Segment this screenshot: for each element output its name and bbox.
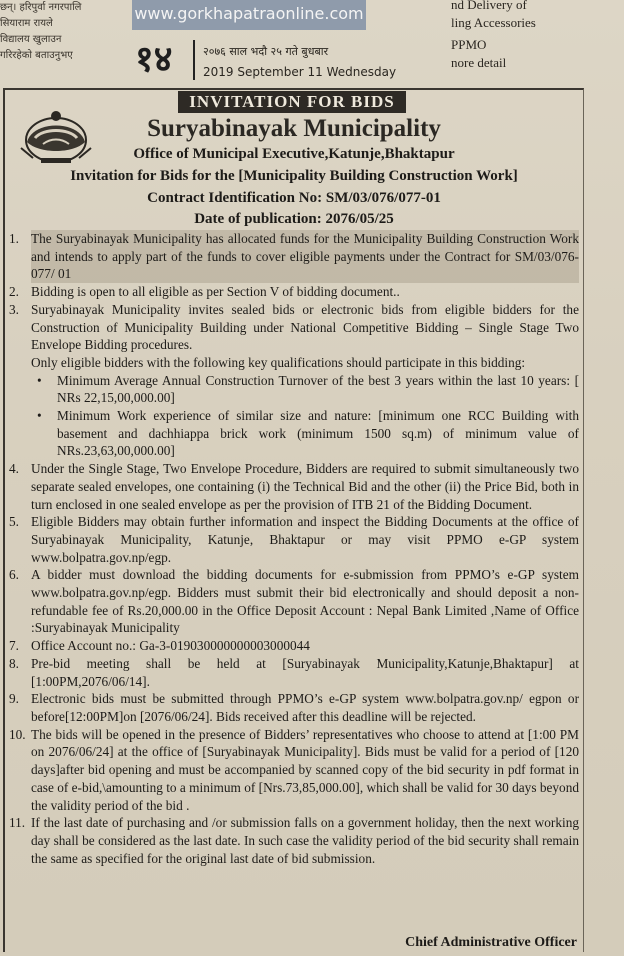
item-number: 9.: [9, 691, 19, 707]
item-text: The bids will be opened in the presence of Bidders’ representatives who choose to attend at [1:00 PM on 2076/06/24] at the office of [Suryabinayak Municipality]. Bids must be valid for a period of [120 days]after bid opening and must be accompanied by scanned copy of the bid security in pdf format in case of e-bid,\amounting to a minimum of [Nrs.73,85,000.00], which shall be valid for 30 days beyond the validity period of the bid .: [31, 726, 579, 813]
page-number-divider: [193, 40, 195, 80]
item-number: 2.: [9, 284, 19, 300]
contract-id: Contract Identification No: SM/03/076/077-01: [147, 190, 441, 206]
header-left-line: छन्। हरिपुर्वा नगरपालि: [0, 2, 82, 13]
newspaper-header: [0, 0, 624, 88]
notice-item: [9, 283, 579, 301]
item-text: Bidding is open to all eligible as per Section V of bidding document..: [31, 284, 400, 300]
qualification-list: [31, 372, 579, 461]
organization-name: Suryabinayak Municipality: [147, 115, 441, 142]
item-text: Suryabinayak Municipality invites sealed bids or electronic bids from eligible bidders for the Construction of Municipality Building under National Competitive Bidding – Single Stage Two Envelope Bidding procedures.: [31, 301, 579, 353]
item-text: Office Account no.: Ga-3-019030000000003000044: [31, 638, 310, 654]
item-text: The Suryabinayak Municipality has allocated funds for the Municipality Building Construction Work and intends to apply part of the funds to cover eligible payments under the Contract for SM/03/076-077/ 01: [31, 231, 579, 282]
date-nepali: २०७६ साल भदौ २५ गते बुधबार: [203, 45, 329, 58]
notice-item: [9, 301, 579, 460]
header-left-line: विद्यालय खुलाउन: [0, 34, 62, 45]
item-number: 3.: [9, 301, 19, 317]
item-text: Electronic bids must be submitted through PPMO’s e-GP system www.bolpatra.gov.np/ egpon or before[12:00PM]on [2076/06/24]. Bids received after this deadline will be rejected.: [31, 691, 579, 724]
header-right-line: nore detail: [451, 55, 507, 70]
bid-notice: [3, 88, 584, 952]
item-text: Eligible Bidders may obtain further information and inspect the Bidding Documents at the office of Suryabinayak Municipality, Katunje, Bhaktapur or may visit PPMO e-GP system www.bolpatra.gov.np/egp.: [31, 514, 579, 565]
qualification-text: Minimum Work experience of similar size and nature: [minimum one RCC Building with basement and dachhiappa brick work (minimum 1500 sq.m) of minimum value of NRs.23,63,00,000.00]: [57, 408, 579, 459]
item-number: 7.: [9, 638, 19, 654]
website-banner: www.gorkhapatraonline.com: [132, 0, 366, 30]
qualification-item: [31, 407, 579, 460]
bullet-icon: •: [37, 372, 42, 388]
header-right-column-fragment: [451, 0, 624, 72]
notice-item: [9, 566, 579, 637]
notice-banner: INVITATION FOR BIDS: [178, 91, 406, 113]
header-right-line: nd Delivery of: [451, 0, 527, 12]
signoff: Chief Administrative Officer: [405, 935, 577, 950]
qualification-item: [31, 372, 579, 407]
publication-date: Date of publication: 2076/05/25: [194, 211, 394, 227]
notice-item: [9, 690, 579, 725]
item-number: 1.: [9, 231, 19, 246]
item-number: 10.: [9, 726, 26, 742]
date-english: 2019 September 11 Wednesday: [203, 65, 397, 79]
header-left-column-fragment: [0, 0, 94, 64]
notice-item: [9, 814, 579, 867]
header-left-line: गरिरहेको बताउनुभए: [0, 50, 73, 61]
item-number: 5.: [9, 514, 19, 530]
item-text: A bidder must download the bidding documents for e-submission from PPMO’s e-GP system www.bolpatra.gov.np/egp. Bidders must submit their bid electronically and should deposit a non-refundable fee of Rs.20,000.00 in the Office Deposit Account : Nepal Bank Limited ,Name of Office :Suryabinayak Municipality: [31, 567, 579, 636]
header-right-line: PPMO: [451, 37, 487, 52]
item-number: 8.: [9, 655, 19, 671]
qualification-intro: Only eligible bidders with the following key qualifications should participate in this bidding:: [31, 354, 526, 370]
header-right-line: ling Accessories: [451, 15, 536, 30]
invitation-title: Invitation for Bids for the [Municipality Building Construction Work]: [70, 168, 518, 184]
item-text: Under the Single Stage, Two Envelope Procedure, Bidders are required to submit simultaneously two separate sealed envelopes, one containing (i) the Technical Bid and the other (ii) the Price Bid, both in turn enclosed in one sealed envelope as per the provision of ITB 21 of the Bidding Document.: [31, 461, 579, 512]
page-number: १४: [135, 39, 173, 80]
item-number: 4.: [9, 461, 19, 477]
item-number: 6.: [9, 567, 19, 583]
notice-item: [9, 726, 579, 815]
notice-item: [9, 655, 579, 690]
notice-item: [9, 513, 579, 566]
item-text: Pre-bid meeting shall be held at [Suryabinayak Municipality,Katunje,Bhaktapur] at [1:00PM,2076/06/14].: [31, 655, 579, 689]
office-address: Office of Municipal Executive,Katunje,Bhaktapur: [133, 146, 455, 162]
notice-item: [9, 230, 579, 283]
bullet-icon: •: [37, 408, 42, 424]
notice-items: [9, 230, 579, 867]
notice-item: [9, 460, 579, 513]
item-text: If the last date of purchasing and /or submission falls on a government holiday, then the next working day shall be considered as the last date. In such case the validity period of the bid security shall remain the same as specified for the original last date of bid submission.: [31, 815, 579, 866]
header-left-line: सियाराम रायले: [0, 18, 53, 29]
item-number: 11.: [9, 815, 26, 831]
qualification-text: Minimum Average Annual Construction Turnover of the best 3 years within the last 10 years: [ NRs 22,15,00,000.00]: [57, 372, 579, 406]
notice-item: [9, 637, 579, 655]
